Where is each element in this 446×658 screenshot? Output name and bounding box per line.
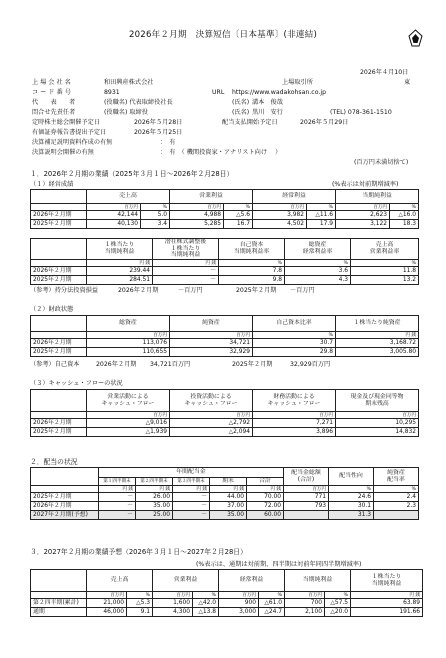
value-cell: 40,130 xyxy=(87,220,141,229)
value-cell: 42,144 xyxy=(87,211,141,220)
value-cell: 113,076 xyxy=(87,339,170,348)
header-forecast-sales: 売上高 xyxy=(87,570,153,592)
unit-cell: 百万円 xyxy=(336,204,390,211)
value-cell: 70.00 xyxy=(247,493,284,502)
representative-name-label: (氏名) xyxy=(232,99,250,106)
header-net-assets: 純資産 xyxy=(170,316,253,332)
equity-method-2025-value: －百万円 xyxy=(290,287,315,294)
header-forecast-net: 当期純利益 xyxy=(285,570,351,592)
supplement-label: 決算補足説明資料作成の有無 xyxy=(32,139,113,146)
value-cell: △13.8 xyxy=(193,608,219,617)
header-total-assets: 総資産 xyxy=(87,316,170,332)
unit-row-label xyxy=(31,204,87,211)
representative-name: 溝本 俊哉 xyxy=(252,99,283,106)
corner-cell xyxy=(31,190,87,204)
value-cell: 5.0 xyxy=(141,211,170,220)
value-cell: － xyxy=(173,511,210,520)
value-cell: 7.8 xyxy=(219,267,285,276)
listed-company-label: 上 場 会 社 名 xyxy=(32,79,71,86)
row-label: 2026年２月期 xyxy=(31,502,99,511)
value-cell: 63.89 xyxy=(351,599,423,608)
unit-cell: % xyxy=(351,260,419,267)
unit-cell: % xyxy=(307,204,336,211)
value-cell: 3,005.80 xyxy=(336,348,419,357)
value-cell: 1,600 xyxy=(153,599,193,608)
unit-cell: 百万円 xyxy=(284,486,329,493)
unit-cell: 円 銭 xyxy=(87,260,153,267)
table-row xyxy=(31,493,419,502)
value-cell: 3.6 xyxy=(285,267,351,276)
row-label: 第２四半期(累計) xyxy=(31,599,87,608)
value-cell: 3,000 xyxy=(219,608,259,617)
value-cell: 4,300 xyxy=(153,608,193,617)
own-capital-2025-value: 32,929百万円 xyxy=(290,361,331,368)
value-cell xyxy=(284,511,329,520)
own-capital-2026-label: 2026年２月期 xyxy=(96,361,137,368)
value-cell: △1,939 xyxy=(87,428,170,437)
unit-cell: % xyxy=(141,204,170,211)
value-cell: 9.1 xyxy=(127,608,153,617)
unit-cell: % xyxy=(127,592,153,599)
header-dividend-total: 配当金総額 (合計) xyxy=(284,468,329,486)
unit-row-label xyxy=(31,412,87,419)
unit-cell: 円 銭 xyxy=(336,332,419,339)
code-value: 8931 xyxy=(104,89,120,96)
value-cell: 21,000 xyxy=(87,599,127,608)
report-date: 2026年４月10日 xyxy=(360,69,409,76)
listed-company-name: 和田興産株式会社 xyxy=(104,79,154,86)
value-cell: 700 xyxy=(285,599,325,608)
contact-label: 問合せ先責任者 xyxy=(32,109,76,116)
value-cell: 31.3 xyxy=(329,511,374,520)
value-cell: △61.0 xyxy=(259,599,285,608)
unit-cell: % xyxy=(259,592,285,599)
url-link[interactable]: https://www.wadakohsan.co.jp xyxy=(232,89,326,96)
header-roa: 総資産 経常利益率 xyxy=(285,239,351,260)
corner-cell xyxy=(31,239,87,260)
value-cell: 2.4 xyxy=(374,493,419,502)
equity-method-2026-label: 2026年２月期 xyxy=(118,287,159,294)
header-payout-ratio: 配当性向 xyxy=(329,468,374,486)
row-label: 2025年２月期 xyxy=(31,276,87,285)
header-margin: 売上高 営業利益率 xyxy=(351,239,419,260)
header-net-income: 当期純利益 xyxy=(336,190,419,204)
value-cell: 2,623 xyxy=(336,211,390,220)
row-label: 2027年２月期(予想) xyxy=(31,511,99,520)
unit-cell: % xyxy=(325,592,351,599)
dividend-pay-label: 配当支払開始予定日 xyxy=(222,119,278,126)
unit-cell: 円 銭 xyxy=(153,260,219,267)
row-label: 2025年２月期 xyxy=(31,348,87,357)
equity-method-2025-label: 2025年２月期 xyxy=(236,287,277,294)
financial-position-table xyxy=(30,315,419,357)
table-row xyxy=(31,220,419,229)
value-cell: 26.00 xyxy=(136,493,173,502)
value-cell: 3.4 xyxy=(141,220,170,229)
value-cell: 3,168.72 xyxy=(336,339,419,348)
row-label: 2026年２月期 xyxy=(31,211,87,220)
unit-cell: 百万円 xyxy=(87,332,170,339)
value-cell: △5.6 xyxy=(224,211,253,220)
corner-cell xyxy=(31,390,87,412)
value-cell: 2,100 xyxy=(285,608,325,617)
value-cell: 35.00 xyxy=(136,502,173,511)
value-cell: 30.1 xyxy=(329,502,374,511)
contact-title: (役職名) 取締役 xyxy=(104,109,148,116)
table-row xyxy=(31,428,419,437)
representative-title: (役職名) 代表取締役社長 xyxy=(104,99,173,106)
unit-row-label xyxy=(31,332,87,339)
table-row xyxy=(31,511,419,520)
row-label: 通期 xyxy=(31,608,87,617)
table-row xyxy=(31,276,419,285)
unit-row-label xyxy=(31,486,99,493)
value-cell: 2.3 xyxy=(374,502,419,511)
value-cell: 46,000 xyxy=(87,608,127,617)
unit-cell: % xyxy=(390,204,419,211)
unit-cell: 円 銭 xyxy=(247,486,284,493)
value-cell: 771 xyxy=(284,493,329,502)
header-cash-balance: 現金及び現金同等物 期末残高 xyxy=(336,390,419,412)
value-cell: 7,271 xyxy=(253,419,336,428)
corner-cell xyxy=(31,570,87,592)
unit-cell: 百万円 xyxy=(170,412,253,419)
row-label: 2026年２月期 xyxy=(31,339,87,348)
header-forecast-ordinary: 経常利益 xyxy=(219,570,285,592)
header-operating-income: 営業利益 xyxy=(170,190,253,204)
value-cell: 37.00 xyxy=(210,502,247,511)
table-row xyxy=(31,419,419,428)
value-cell: △24.7 xyxy=(259,608,285,617)
value-cell: △16.0 xyxy=(390,211,419,220)
value-cell: 9.8 xyxy=(219,276,285,285)
value-cell: 4.3 xyxy=(285,276,351,285)
value-cell: － xyxy=(153,276,219,285)
header-total: 合計 xyxy=(247,478,284,486)
table-row xyxy=(31,267,419,276)
report-submit-date: 2026年５月25日 xyxy=(134,129,183,136)
header-operating-cf: 営業活動による キャッシュ・フロー xyxy=(87,390,170,412)
unit-cell: 円 銭 xyxy=(99,486,136,493)
value-cell: △2,094 xyxy=(170,428,253,437)
equity-method-2026-value: －百万円 xyxy=(178,287,203,294)
value-cell: 13.2 xyxy=(351,276,419,285)
contact-tel: (TEL) 078-361-1510 xyxy=(330,109,392,116)
unit-cell: 円 銭 xyxy=(351,592,423,599)
value-cell: 239.44 xyxy=(87,267,153,276)
unit-cell: 百万円 xyxy=(87,412,170,419)
value-cell: － xyxy=(99,511,136,520)
unit-cell: 百万円 xyxy=(336,412,419,419)
value-cell: △20.0 xyxy=(325,608,351,617)
value-cell: 110,655 xyxy=(87,348,170,357)
header-investing-cf: 投資活動による キャッシュ・フロー xyxy=(170,390,253,412)
value-cell: 72.00 xyxy=(247,502,284,511)
row-label: 2025年２月期 xyxy=(31,428,87,437)
unit-cell: 円 銭 xyxy=(136,486,173,493)
unit-row-label xyxy=(31,260,87,267)
value-cell: 44.00 xyxy=(210,493,247,502)
unit-cell: % xyxy=(253,332,336,339)
equity-method-label: （参考）持分法投資損益 xyxy=(30,287,99,294)
header-forecast-eps: １株当たり 当期純利益 xyxy=(351,570,423,592)
meeting-date: 2026年５月28日 xyxy=(134,119,183,126)
unit-cell: 百万円 xyxy=(253,204,307,211)
value-cell: 3,896 xyxy=(253,428,336,437)
value-cell: △11.6 xyxy=(307,211,336,220)
value-cell: △57.5 xyxy=(325,599,351,608)
table-row xyxy=(31,348,419,357)
unit-cell: 百万円 xyxy=(170,332,253,339)
meeting-label: 定時株主総会開催予定日 xyxy=(32,119,101,126)
value-cell: 11.8 xyxy=(351,267,419,276)
value-cell: 793 xyxy=(284,502,329,511)
value-cell: 284.51 xyxy=(87,276,153,285)
value-cell: 25.00 xyxy=(136,511,173,520)
header-dividend-net-assets: 純資産 配当率 xyxy=(374,468,419,486)
representative-label: 代 表 者 xyxy=(32,99,76,106)
value-cell: 4,502 xyxy=(253,220,307,229)
value-cell: － xyxy=(173,502,210,511)
unit-cell: 百万円 xyxy=(87,592,127,599)
unit-cell: % xyxy=(285,260,351,267)
unit-cell: 円 銭 xyxy=(173,486,210,493)
value-cell xyxy=(374,511,419,520)
own-capital-label: （参考）自己資本 xyxy=(30,361,80,368)
value-cell: 191.66 xyxy=(351,608,423,617)
unit-note: (百万円未満切捨て) xyxy=(354,159,409,166)
value-cell: 10,295 xyxy=(336,419,419,428)
value-cell: 24.6 xyxy=(329,493,374,502)
unit-cell: 円 銭 xyxy=(210,486,247,493)
report-submit-label: 有価証券報告書提出予定日 xyxy=(32,129,107,136)
value-cell: △5.3 xyxy=(127,599,153,608)
header-eps: １株当たり 当期純利益 xyxy=(87,239,153,260)
value-cell: 60.00 xyxy=(247,511,284,520)
company-logo-icon xyxy=(408,29,423,47)
unit-cell: 百万円 xyxy=(153,592,193,599)
row-label: 2026年２月期 xyxy=(31,419,87,428)
corner-cell xyxy=(31,468,99,486)
header-forecast-operating: 営業利益 xyxy=(153,570,219,592)
value-cell: 35.00 xyxy=(210,511,247,520)
section-results-heading: １．2026年２月期の業績（2025年３月１日～2026年２月28日） xyxy=(30,170,234,178)
value-cell: 16.7 xyxy=(224,220,253,229)
per-share-results-table xyxy=(30,238,419,285)
value-cell: 3,982 xyxy=(253,211,307,220)
forecast-table xyxy=(30,569,423,617)
briefing-value: ： 有 （ 機関投資家・アナリスト向け ） xyxy=(160,149,282,156)
header-financing-cf: 財務活動による キャッシュ・フロー xyxy=(253,390,336,412)
contact-name-label: (氏名) xyxy=(232,109,250,116)
value-cell: △9,016 xyxy=(87,419,170,428)
value-cell: － xyxy=(173,493,210,502)
value-cell: － xyxy=(153,267,219,276)
briefing-label: 決算説明会開催の有無 xyxy=(32,149,94,156)
value-cell: 900 xyxy=(219,599,259,608)
unit-cell: 百万円 xyxy=(170,204,224,211)
value-cell: △2,792 xyxy=(170,419,253,428)
header-ordinary-income: 経常利益 xyxy=(253,190,336,204)
value-cell: △42.0 xyxy=(193,599,219,608)
unit-cell: % xyxy=(193,592,219,599)
cash-flow-subheading: （３）キャッシュ・フローの状況 xyxy=(30,380,123,387)
header-diluted-eps: 潜在株式調整後 １株当たり 当期純利益 xyxy=(153,239,219,260)
value-cell: － xyxy=(99,502,136,511)
row-label: 2026年２月期 xyxy=(31,267,87,276)
unit-cell: 百万円 xyxy=(87,204,141,211)
value-cell: 14,832 xyxy=(336,428,419,437)
unit-cell: 百万円 xyxy=(285,592,325,599)
dividend-pay-date: 2026年５月29日 xyxy=(300,119,349,126)
dividend-table xyxy=(30,467,419,520)
table-row xyxy=(31,211,419,220)
corner-cell xyxy=(31,316,87,332)
table-row xyxy=(31,339,419,348)
financial-position-subheading: （２）財政状態 xyxy=(30,306,74,313)
supplement-value: ： 有 xyxy=(160,139,176,146)
header-roe: 自己資本 当期純利益率 xyxy=(219,239,285,260)
exchange-label: 上場取引所 xyxy=(282,79,313,86)
unit-cell: % xyxy=(224,204,253,211)
operating-results-table xyxy=(30,189,419,229)
exchange-value: 東 xyxy=(404,79,411,86)
table-row xyxy=(31,599,423,608)
row-label: 2025年２月期 xyxy=(31,220,87,229)
table-row xyxy=(31,502,419,511)
value-cell: 4,988 xyxy=(170,211,224,220)
yoy-note: (%表示は対前期増減率) xyxy=(332,181,399,188)
value-cell: － xyxy=(99,493,136,502)
own-capital-2025-label: 2025年２月期 xyxy=(232,361,273,368)
value-cell: 17.9 xyxy=(307,220,336,229)
value-cell: 18.3 xyxy=(390,220,419,229)
unit-cell: % xyxy=(374,486,419,493)
url-label: URL xyxy=(212,89,225,96)
unit-cell: % xyxy=(219,260,285,267)
header-q2: 第２四半期末 xyxy=(136,478,173,486)
value-cell: 5,285 xyxy=(170,220,224,229)
value-cell: 32,929 xyxy=(170,348,253,357)
contact-name: 黒川 安行 xyxy=(252,109,283,116)
header-q1: 第１四半期末 xyxy=(99,478,136,486)
cash-flow-table xyxy=(30,389,419,437)
unit-cell: % xyxy=(329,486,374,493)
header-equity-ratio: 自己資本比率 xyxy=(253,316,336,332)
value-cell: 34,721 xyxy=(170,339,253,348)
forecast-note: (%表示は、通期は対前期、四半期は対前年同四半期増減率) xyxy=(196,561,362,568)
forecast-heading: ３．2027年２月期の業績予想（2026年３月１日～2027年２月28日） xyxy=(30,548,247,556)
table-row xyxy=(31,608,423,617)
unit-cell: 百万円 xyxy=(219,592,259,599)
header-year-end: 期末 xyxy=(210,478,247,486)
value-cell: 29.8 xyxy=(253,348,336,357)
value-cell: 3,122 xyxy=(336,220,390,229)
own-capital-2026-value: 34,721百万円 xyxy=(150,361,191,368)
page-title: 2026年２月期 決算短信〔日本基準〕(非連結) xyxy=(128,30,318,40)
operating-results-subheading: （１）経営成績 xyxy=(30,181,74,188)
dividend-heading: ２．配当の状況 xyxy=(30,458,78,466)
header-annual-dividend: 年間配当金 xyxy=(99,468,284,478)
unit-cell: 百万円 xyxy=(253,412,336,419)
value-cell: 30.7 xyxy=(253,339,336,348)
row-label: 2025年２月期 xyxy=(31,493,99,502)
header-sales: 売上高 xyxy=(87,190,170,204)
unit-row-label xyxy=(31,592,87,599)
header-bps: １株当たり純資産 xyxy=(336,316,419,332)
header-q3: 第３四半期末 xyxy=(173,478,210,486)
code-label: コ ー ド 番 号 xyxy=(32,89,71,96)
